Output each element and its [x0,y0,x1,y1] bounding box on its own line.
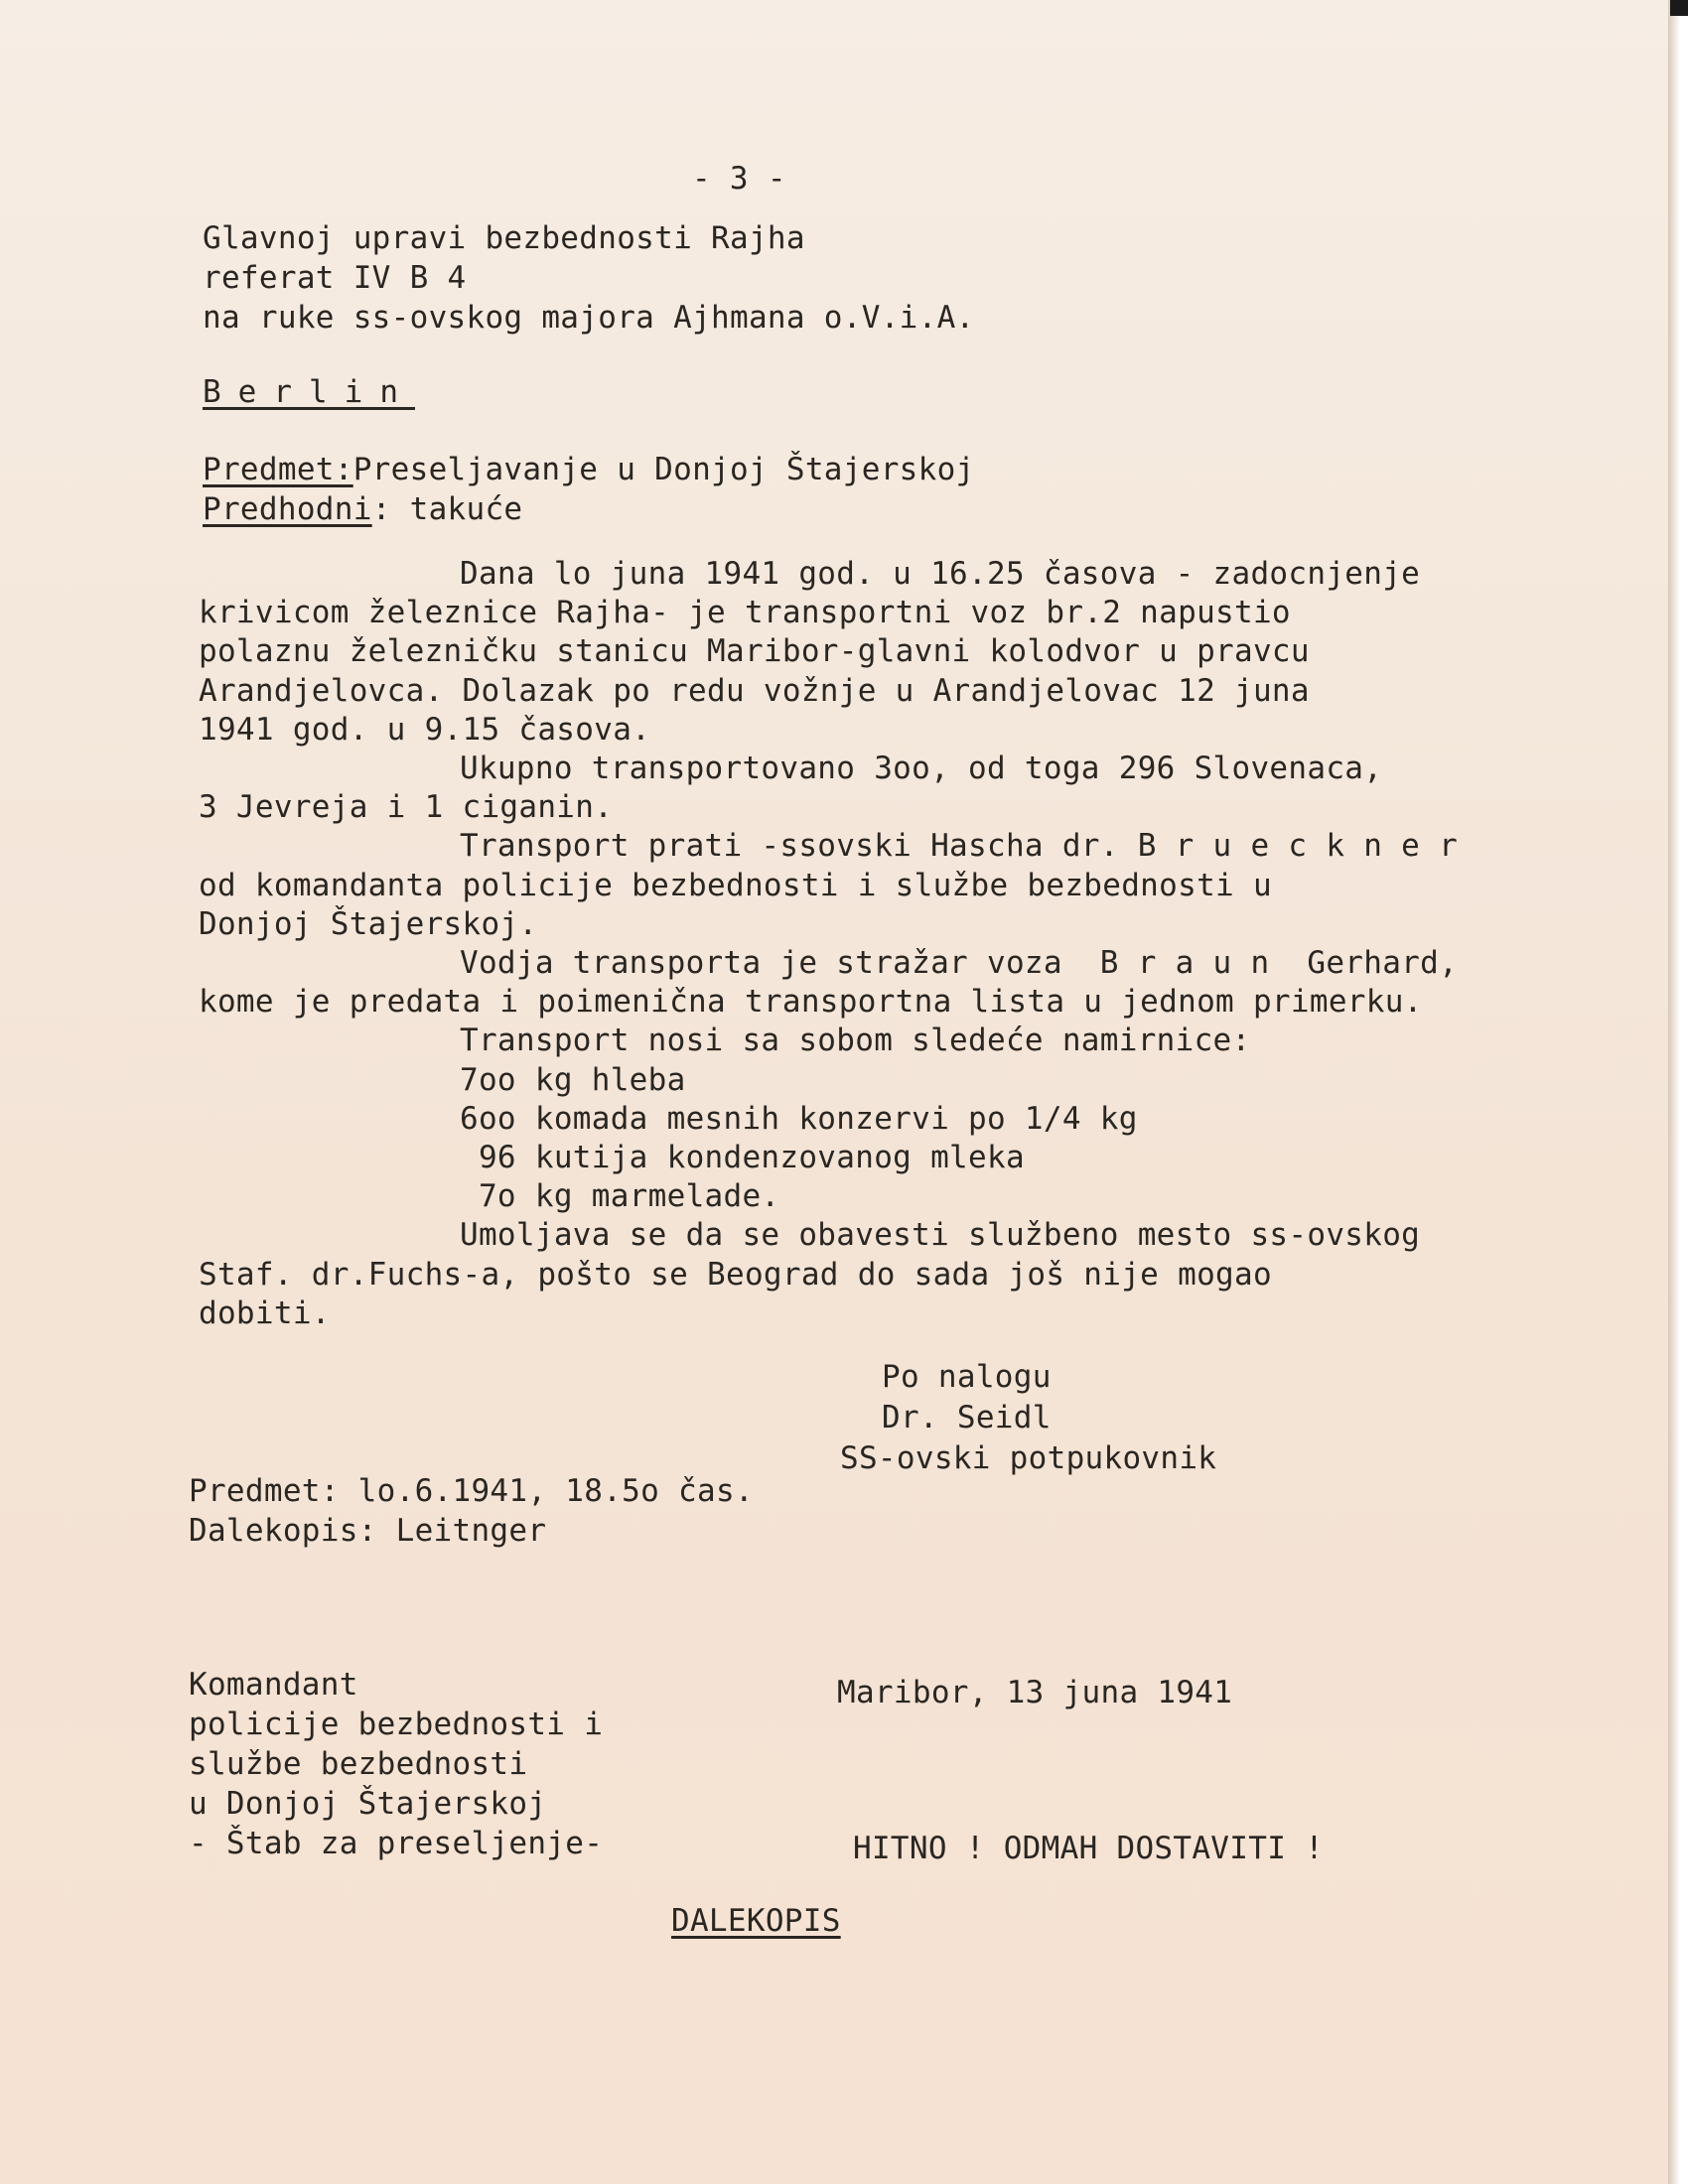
previous-label: Predhodni [203,491,372,527]
paper-edge [1668,0,1688,2184]
recipient-line: Glavnoj upravi bezbednosti Rajha [203,220,805,256]
subject-line [203,450,975,489]
document-type: DALEKOPIS [671,1903,841,1939]
page-number: - 3 - [692,161,786,197]
body-line: 6oo komada mesnih konzervi po 1/4 kg [460,1101,1138,1137]
body-line: krivicom železnice Rajha- je transportni voz br.2 napustio [199,595,1291,630]
subject-text: Preseljavanje u Donjoj Štajerskoj [352,452,975,487]
signature-line: SS-ovski potpukovnik [840,1440,1217,1476]
body-line: od komandanta policije bezbednosti i službe bezbednosti u [199,868,1272,903]
body-line: 7o kg marmelade. [460,1178,780,1214]
sender-line: Komandant [189,1667,358,1703]
body-line: 96 kutija kondenzovanog mleka [460,1140,1025,1175]
signature-line: Dr. Seidl [882,1400,1052,1435]
city-heading: Berlin [203,374,415,410]
signature-line: Po nalogu [882,1359,1052,1395]
sender-line: službe bezbednosti [189,1746,528,1782]
subject-label: Predmet: [203,452,353,487]
body-line: dobiti. [199,1296,331,1331]
body-line: Vodja transporta je stražar voza B r a u n Gerhard, [460,945,1459,981]
urgent-notice: HITNO ! ODMAH DOSTAVITI ! [853,1831,1325,1866]
body-line: Dana lo juna 1941 god. u 16.25 časova - zadocnjenje [460,556,1421,592]
transmission-line: Dalekopis: Leitnger [189,1513,547,1549]
transmission-line: Predmet: lo.6.1941, 18.5o čas. [189,1473,754,1509]
body-line: Staf. dr.Fuchs-a, pošto se Beograd do sada još nije mogao [199,1257,1272,1293]
place-date: Maribor, 13 juna 1941 [837,1675,1233,1710]
recipient-line: na ruke ss-ovskog majora Ajhmana o.V.i.A. [203,300,975,336]
body-line: Donjoj Štajerskoj. [199,906,538,942]
body-line: kome je predata i poimenična transportna lista u jednom primerku. [199,984,1423,1020]
recipient-line: referat IV B 4 [203,260,467,296]
previous-text: : takuće [371,491,523,527]
previous-line [203,489,522,529]
body-line: 3 Jevreja i 1 ciganin. [199,789,614,825]
body-line: Transport prati -ssovski Hascha dr. B r u e c k n e r [460,828,1459,864]
sender-line: - Štab za preseljenje- [189,1826,604,1861]
body-line: polaznu železničku stanicu Maribor-glavni kolodvor u pravcu [199,633,1310,669]
body-line: 1941 god. u 9.15 časova. [199,712,651,748]
body-line: Transport nosi sa sobom sledeće namirnice: [460,1023,1251,1058]
body-line: Ukupno transportovano 3oo, od toga 296 Slovenaca, [460,751,1383,786]
body-line: 7oo kg hleba [460,1062,686,1098]
body-line: Arandjelovca. Dolazak po redu vožnje u Arandjelovac 12 juna [199,673,1310,709]
sender-line: u Donjoj Štajerskoj [189,1786,547,1822]
body-line: Umoljava se da se obavesti službeno mesto ss-ovskog [460,1217,1421,1253]
sender-line: policije bezbednosti i [189,1706,604,1742]
scan-corner [1670,0,1688,16]
